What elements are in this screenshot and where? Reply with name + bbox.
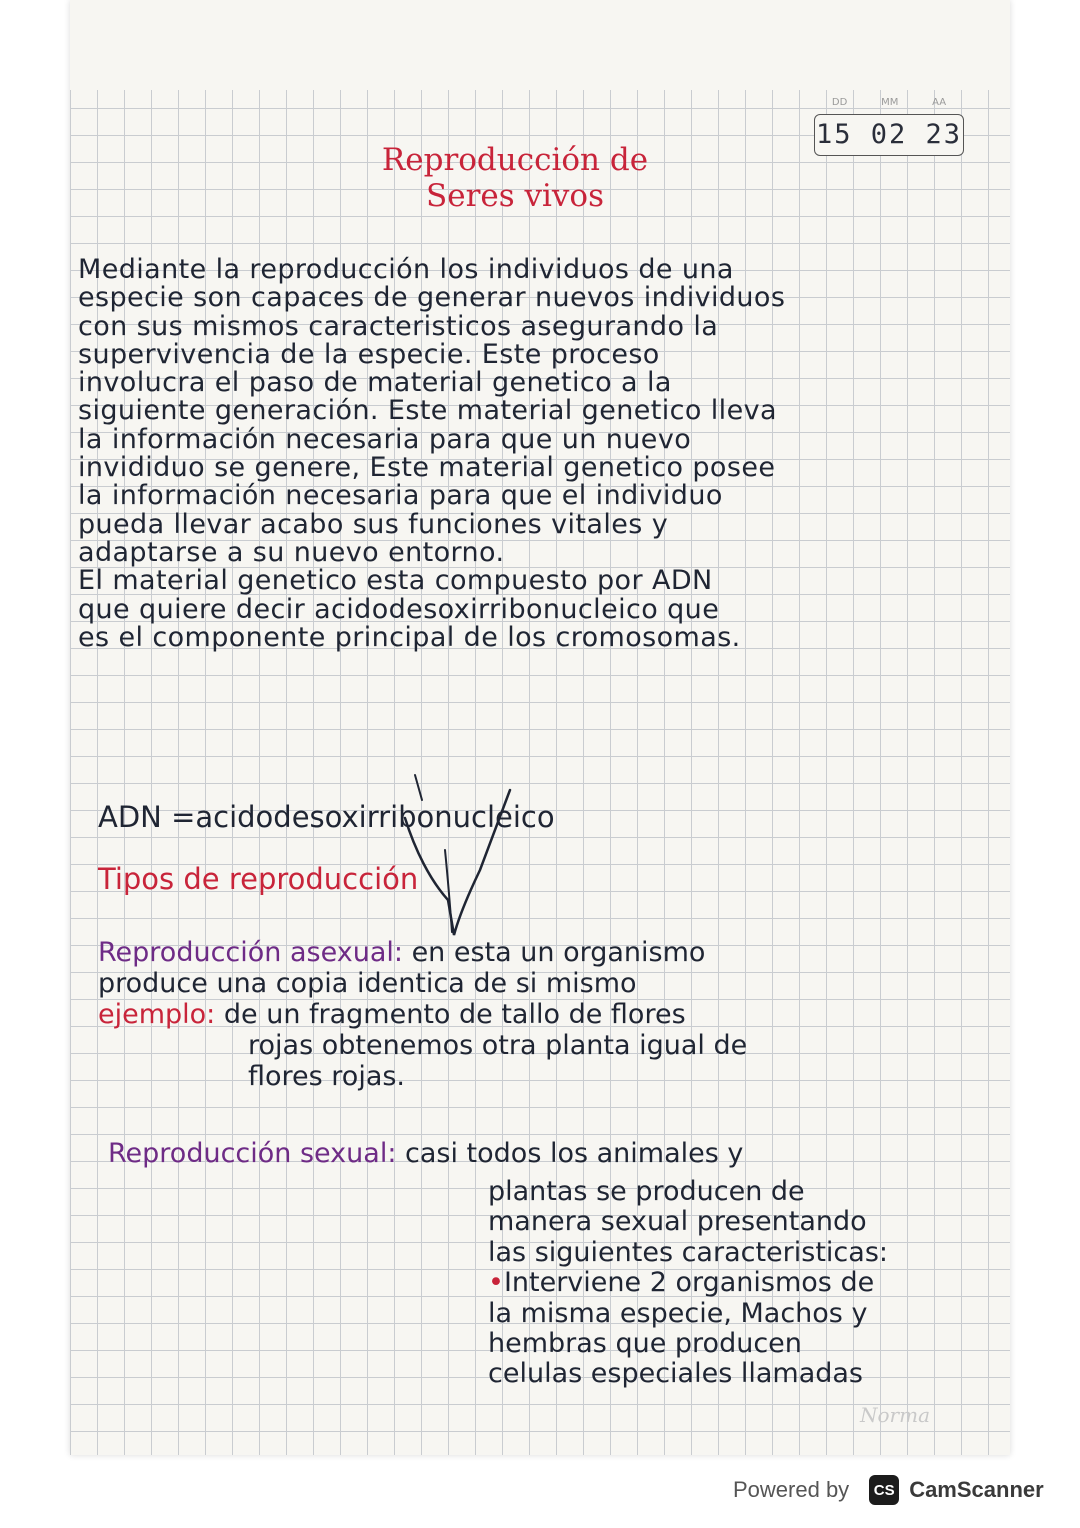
title-line-1: Reproducción de: [381, 142, 649, 178]
asexual-label: Reproducción asexual:: [98, 937, 403, 968]
sexual-line: las siguientes caracteristicas:: [488, 1236, 888, 1268]
sexual-line: manera sexual presentando: [488, 1206, 867, 1238]
asexual-line-2: produce una copia identica de si mismo: [98, 968, 637, 999]
sexual-line: celulas especiales llamadas: [488, 1358, 863, 1390]
intro-line: la información necesaria para que el individuo: [78, 480, 723, 512]
sexual-line-1: casi todos los animales y: [405, 1138, 744, 1169]
example-text: de un fragmento de tallo de flores: [223, 999, 686, 1030]
example-label: ejemplo:: [98, 999, 216, 1030]
page-top-margin: [70, 0, 1010, 90]
sexual-label: Reproducción sexual:: [108, 1138, 397, 1169]
powered-by-text: Powered by: [733, 1477, 850, 1502]
intro-line: involucra el paso de material genetico a la: [78, 367, 672, 399]
date-label-day: DD: [831, 97, 848, 108]
intro-line: con sus mismos caracteristicos asegurando la: [78, 310, 719, 342]
camscanner-name: CamScanner: [909, 1477, 1044, 1502]
section-subtitle: Tipos de reproducción: [98, 862, 419, 896]
intro-paragraph: [78, 256, 785, 652]
intro-line: pueda llevar acabo sus funciones vitales y: [78, 508, 669, 540]
sexual-section-body: [488, 1177, 888, 1390]
adn-definition: ADN =acidodesoxirribonucleico: [98, 800, 555, 834]
asexual-section: [98, 937, 747, 1092]
bullet-icon: •: [488, 1267, 504, 1299]
intro-line: Mediante la reproducción los individuos de una: [78, 254, 734, 285]
intro-line: adaptarse a su nuevo entorno.: [78, 536, 505, 568]
asexual-text: en esta un organismo: [411, 937, 706, 968]
date-label-month: MM: [881, 97, 899, 108]
intro-line: supervivencia de la especie. Este proceso: [78, 338, 660, 370]
camscanner-logo-icon: CS: [869, 1475, 899, 1505]
date-value: 15 02 23: [815, 119, 963, 150]
intro-line: siguiente generación. Este material genetico lleva: [78, 395, 777, 427]
sexual-line: hembras que producen: [488, 1328, 802, 1360]
sexual-line: la misma especie, Machos y: [488, 1297, 868, 1329]
intro-line: El material genetico esta compuesto por ADN: [78, 565, 713, 597]
intro-line: es el componente principal de los cromosomas.: [78, 621, 741, 653]
sexual-line: Interviene 2 organismos de: [503, 1267, 875, 1299]
date-labels: [815, 97, 963, 108]
page-title: [350, 142, 680, 214]
notebook-page: [70, 0, 1010, 1455]
intro-line: la información necesaria para que un nuevo: [78, 423, 692, 455]
scanner-footer: [733, 1470, 1044, 1510]
intro-line: que quiere decir acidodesoxirribonucleico que: [78, 593, 720, 625]
date-box: [814, 97, 964, 156]
example-line-3: flores rojas.: [248, 1061, 406, 1092]
sexual-line: plantas se producen de: [488, 1176, 805, 1207]
sexual-section-heading: [108, 1138, 743, 1169]
intro-line: especie son capaces de generar nuevos individuos: [78, 282, 786, 314]
date-label-year: AA: [932, 97, 947, 108]
title-line-2: Seres vivos: [425, 178, 605, 214]
notebook-brand-logo: Norma: [860, 1403, 930, 1427]
intro-line: invididuo se genere, Este material genetico posee: [78, 452, 776, 484]
example-line-2: rojas obtenemos otra planta igual de: [248, 1030, 748, 1061]
